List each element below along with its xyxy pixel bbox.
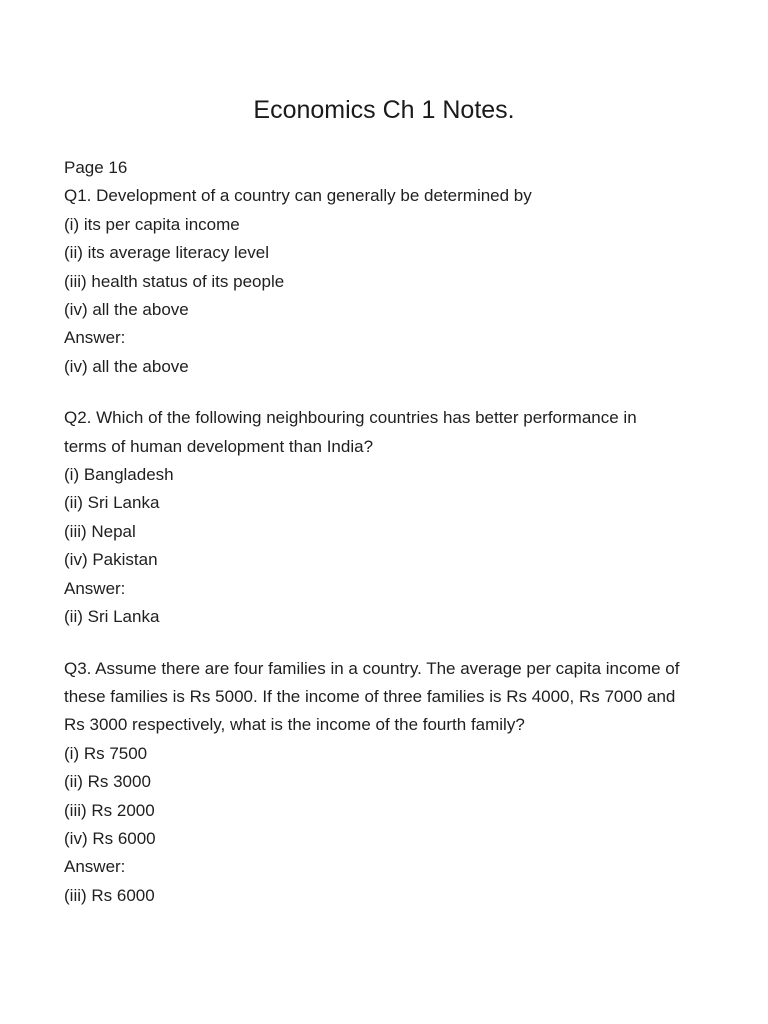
option-item: (iv) Rs 6000: [64, 828, 156, 848]
document-body: [64, 154, 714, 910]
question-text-line: Q2. Which of the following neighbouring countries has better performance in: [64, 408, 637, 428]
option-item: (i) its per capita income: [64, 214, 240, 234]
option-item: (i) Rs 7500: [64, 743, 148, 763]
option-item: (iii) health status of its people: [64, 271, 285, 291]
answer-text: (iii) Rs 6000: [64, 885, 155, 905]
question-block-2: [64, 404, 714, 631]
option-item: (iv) all the above: [64, 300, 189, 320]
answer-label: Answer:: [64, 578, 126, 598]
answer-text: (iv) all the above: [64, 356, 189, 376]
page-label: Page 16: [64, 158, 128, 177]
question-text-line: terms of human development than India?: [64, 436, 374, 456]
question-text-line: Rs 3000 respectively, what is the income of the fourth family?: [64, 715, 525, 735]
option-item: (iii) Rs 2000: [64, 800, 155, 820]
option-item: (ii) its average literacy level: [64, 243, 270, 263]
option-item: (iv) Pakistan: [64, 550, 158, 570]
option-item: (i) Bangladesh: [64, 465, 174, 485]
option-item: (ii) Sri Lanka: [64, 493, 160, 513]
answer-label: Answer:: [64, 328, 126, 348]
answer-label: Answer:: [64, 857, 126, 877]
option-item: (iii) Nepal: [64, 521, 136, 541]
document-title: Economics Ch 1 Notes.: [253, 96, 515, 124]
question-block-1: [64, 182, 714, 381]
answer-text: (ii) Sri Lanka: [64, 607, 160, 627]
question-text-line: Q3. Assume there are four families in a country. The average per capita income of: [64, 658, 680, 678]
question-block-3: [64, 655, 714, 911]
question-text-line: these families is Rs 5000. If the income of three families is Rs 4000, Rs 7000 and: [64, 686, 676, 706]
option-item: (ii) Rs 3000: [64, 772, 151, 792]
question-text: Q1. Development of a country can generally be determined by: [64, 186, 532, 206]
